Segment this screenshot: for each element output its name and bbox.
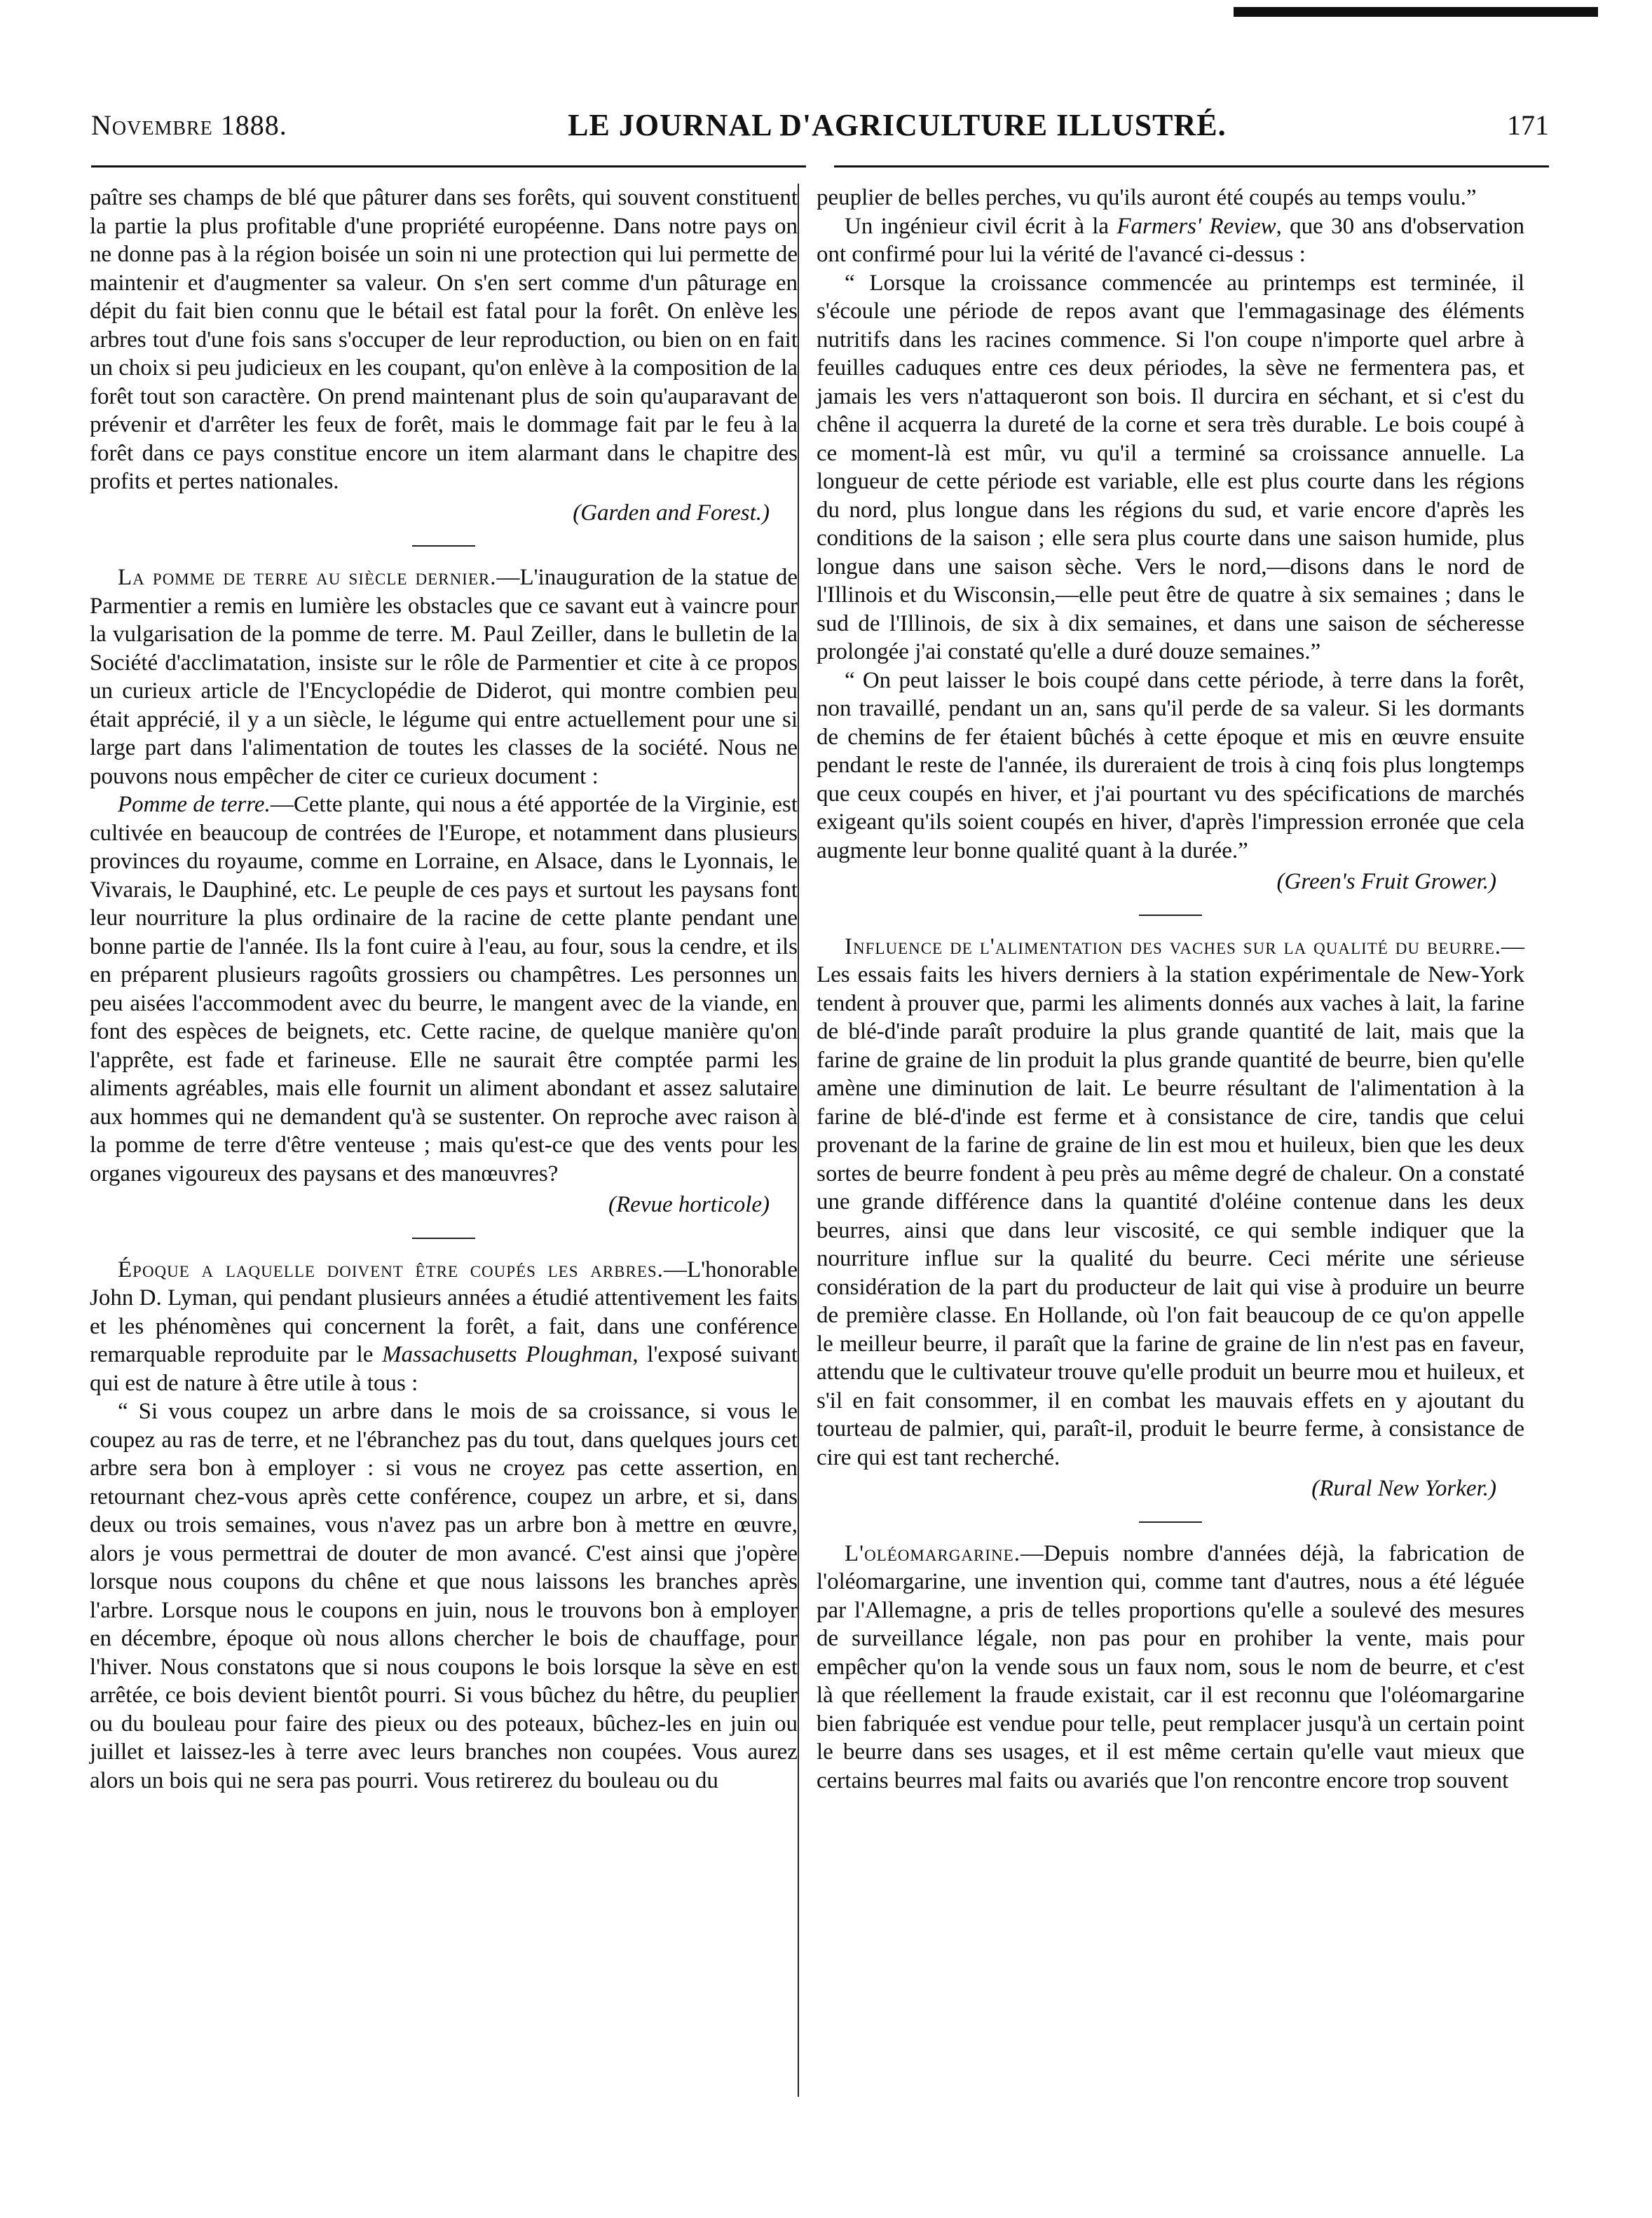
column-divider [798,184,799,2097]
oleomargarine-title: L'oléomargarine. [845,1540,1020,1566]
tree-cutting-article [90,1256,798,1398]
article-separator [412,545,475,547]
potato-article-body: —L'inauguration de la statue de Parmentier a remis en lumière les obstacles que ce savant eut à vaincre pour la vulgarisation de la pomme de terre. M. Paul Zeiller, dans le bulletin de la Société d'acclimatation, insiste sur le rôle de Parmentier et cite à ce propos un curieux article de l'Encyclopédie de Diderot, qui montre combien peu était apprécié, il y a un siècle, le légume qui entre actuellement pour une si large part dans l'alimentation de toutes les classes de la société. Nous ne pouvons nous empêcher de citer ce curieux document : [90,565,798,789]
potato-quote [90,790,798,1188]
publication-name: Farmers' Review [1117,213,1276,239]
sleepers-quote: “ On peut laisser le bois coupé dans cette période, à terre dans la forêt, non travaillé, pendant un an, sans qu'il perde de sa valeur. Si les dormants de chemins de fer étaient bûchés à cette époque et mis en œuvre ensuite pendant le reste de l'année, ils dureraient de trois à cinq fois plus longtemps que ceux coupés en hiver, et j'ai pourtant vu des spécifications de marchés exigeant qu'ils soient coupés en hiver, d'après l'impression erronée que cela augmente leur bonne qualité quant à la durée.” [817,667,1524,863]
potato-quote-body: —Cette plante, qui nous a été apportée de la Virginie, est cultivée en beaucoup de contrées de l'Europe, et notamment dans plusieurs provinces du royaume, comme en Lorraine, en Alsace, dans le Lyonnais, le Vivarais, le Dauphiné, etc. Le peuple de ces pays et surtout les paysans font leur nourriture la plus ordinaire de la racine de cette plante pendant une bonne partie de l'année. Ils la font cuire à l'eau, au four, sous la cendre, et ils en préparent plusieurs ragoûts grossiers ou champêtres. Les personnes un peu aisées l'accommodent avec du beurre, le mangent avec de la viande, en font des espèces de beignets, etc. Cette racine, de quelque manière qu'on l'apprête, est fade et farineuse. Elle ne saurait être comptée parmi les aliments agréables, mais elle fournit un aliment abondant et assez salutaire aux hommes qui ne demandent qu'à se sustenter. On reproche avec raison à la pomme de terre d'être venteuse ; mais qu'est-ce que des vents pour les organes vigoureux des paysans et des manœuvres? [90,792,798,1186]
article-separator [412,1238,475,1239]
page-header [91,104,1549,146]
potato-article [90,563,798,790]
header-date: Novembre 1888. [91,109,287,141]
butter-article-title: Influence de l'alimentation des vaches sur la qualité du beurre. [845,933,1501,959]
tree-cutting-quote-end: peuplier de belles perches, vu qu'ils auront été coupés au temps voulu.” [817,185,1477,210]
oleomargarine-body: —Depuis nombre d'années déjà, la fabrication de l'oléomargarine, une invention qui, comme tant d'autres, nous a été léguée par l'Allemagne, a pris de telles proportions qu'elle a soulevé des mesures de surveillance légale, non pas pour en prohiber la vente, mais pour empêcher qu'on la vende sous un faux nom, sous le nom de beurre, et c'est là que réellement la fraude existait, car il est reconnu que l'oléomargarine bien fabriquée est vendue pour telle, peut remplacer jusqu'à un certain point le beurre dans ses usages, et il est même certain qu'elle vaut mieux que certains beurres mal faits ou avariés que l'on rencontre encore trop souvent [817,1540,1524,1793]
tree-cutting-title: Époque a laquelle doivent être coupés les arbres. [118,1257,664,1282]
source-greens-fruit-grower: (Green's Fruit Grower.) [1276,869,1496,894]
article-separator [1139,1521,1202,1523]
header-rule-left [91,165,806,167]
potato-article-title: La pomme de terre au siècle dernier. [118,565,497,590]
page-number: 171 [1507,109,1549,141]
right-column [817,184,1524,1795]
tree-cutting-quote: “ Si vous coupez un arbre dans le mois de sa croissance, si vous le coupez au ras de terre, et ne l'ébranchez pas du tout, dans quelques jours cet arbre sera bon à employer : si vous ne croyez pas cette assertion, en retournant chez-vous après cette conférence, coupez un arbre, et si, dans deux ou trois semaines, vous n'avez pas un arbre bon à mettre en œuvre, alors je vous permettrai de douter de mon avancé. C'est ainsi que j'opère lorsque nous coupons du chêne et que nous laissons les branches après l'arbre. Lorsque nous le coupons en juin, nous le trouvons bon à employer en décembre, époque où nous allons chercher le bois de chauffage, pour l'hiver. Nous constatons que si nous coupons le bois lorsque la sève en est arrêtée, ce bois devient bientôt pourri. Si vous bûchez du hêtre, du peuplier ou du bouleau pour faire des pieux ou des poteaux, bûchez-les en juin ou juillet et laissez-les à terre avec leurs branches non coupées. Vous aurez alors un bois qui ne sera pas pourri. Vous retirerez du bouleau ou du [90,1399,798,1793]
growth-quote: “ Lorsque la croissance commencée au printemps est terminée, il s'écoule une période de repos avant que l'emmagasinage des éléments nutritifs dans les racines commence. Si l'on coupe n'importe quel arbre à feuilles caduques entre ces deux périodes, la sève ne fermentera pas, et jamais les vers n'attaqueront son bois. Il durcira en séchant, et si c'est du chêne il acquerra la dureté de la corne et sera très durable. Le bois coupé à ce moment-là est mûr, vu qu'il a terminé sa croissance annuelle. La longueur de cette période est variable, elle est plus courte dans les régions du nord, plus longue dans les régions du sud, et varie encore d'après les conditions de la saison ; elle sera plus courte dans une saison humide, plus longue dans une saison sèche. Vers le nord,—disons dans le nord de l'Illinois et du Wisconsin,—elle peut être de quatre à six semaines ; dans le sud de l'Illinois, de six à dix semaines, et dans une saison de sécheresse prolongée j'ai constaté qu'elle a duré douze semaines.” [817,270,1524,664]
journal-title: LE JOURNAL D'AGRICULTURE ILLUSTRÉ. [568,107,1227,142]
engineer-paragraph [817,212,1524,269]
tree-cutting-body-pre: —L'honorable John D. Lyman, qui pendant plusieurs années a étudié attentivement les faits et les phénomènes qui concernent la forêt, a fait, dans une conférence remarquable reproduite par le [90,1257,798,1367]
source-rural-new-yorker: (Rural New Yorker.) [1311,1476,1496,1501]
header-rule [91,165,1549,167]
source-revue-horticole: (Revue horticole) [608,1192,770,1217]
article-separator [1139,915,1202,916]
left-column [90,184,798,1795]
publication-name: Massachusetts Ploughman [382,1342,633,1367]
engineer-post: , que 30 ans d'observation ont confirmé pour lui la vérité de l'avancé ci-dessus : [817,213,1525,267]
potato-quote-title: Pomme de terre. [118,792,271,817]
oleomargarine-article [817,1540,1524,1795]
header-rule-right [834,165,1549,167]
butter-article-body: —Les essais faits les hivers derniers à la station expérimentale de New-York tendent à prouver que, parmi les aliments donnés aux vaches à lait, la farine de blé-d'inde paraît produire la plus grande quantité de lait, mais que la farine de graine de lin produit la plus grande quantité de beurre, bien qu'elle amène une diminution de lait. Le beurre résultant de l'alimentation à la farine de blé-d'inde est ferme et à consistance de cire, tandis que celui provenant de la farine de graine de lin est mou et huileux, bien que les deux sortes de beurre fondent à peu près au même degré de chaleur. On a constaté une grande différence dans la quantité d'oléine contenue dans les deux beurres, ainsi que dans leur viscosité, ce qui semble indiquer que la nourriture influe sur la qualité du beurre. Ceci mérite une sérieuse considération de la part du producteur de lait qui vise à produire un beurre de première classe. En Hollande, où l'on fait beaucoup de ce qu'on appelle le meilleur beurre, il paraît que la farine de graine de lin n'est pas en faveur, attendu que le cultivateur trouve qu'elle produit un beurre mou et huileux, et s'il en fait consommer, il en combat les mauvais effets en y ajoutant du tourteau de palmier, qui, paraît-il, produit le beurre ferme, à consistance de cire qui est tant recherché. [817,933,1524,1470]
top-corner-rule [1234,7,1598,17]
forest-article-end: paître ses champs de blé que pâturer dans ses forêts, qui souvent constituent la partie la plus profitable d'une propriété européenne. Dans notre pays on ne donne pas à la région boisée un soin ni une protection qui lui permette de maintenir et d'augmenter sa valeur. On s'en sert comme d'un pâturage en dépit du fait bien connu que le bétail est fatal pour la forêt. On enlève les arbres tout d'une fois sans s'occuper de leur reproduction, ou bien on en fait un choix si peu judicieux en les coupant, qu'on enlève à la composition de la forêt tout son caractère. On prend maintenant plus de soin qu'auparavant de prévenir et d'arrêter les feux de forêt, mais le dommage fait par le feu à la forêt dans ce pays constitue encore un item alarmant dans le chapitre des profits et pertes nationales. [90,185,798,494]
engineer-pre: Un ingénieur civil écrit à la [845,213,1117,239]
butter-article [817,933,1524,1472]
source-garden-and-forest: (Garden and Forest.) [573,500,770,526]
tree-cutting-body-post: , l'exposé suivant qui est de nature à être utile à tous : [90,1342,798,1396]
